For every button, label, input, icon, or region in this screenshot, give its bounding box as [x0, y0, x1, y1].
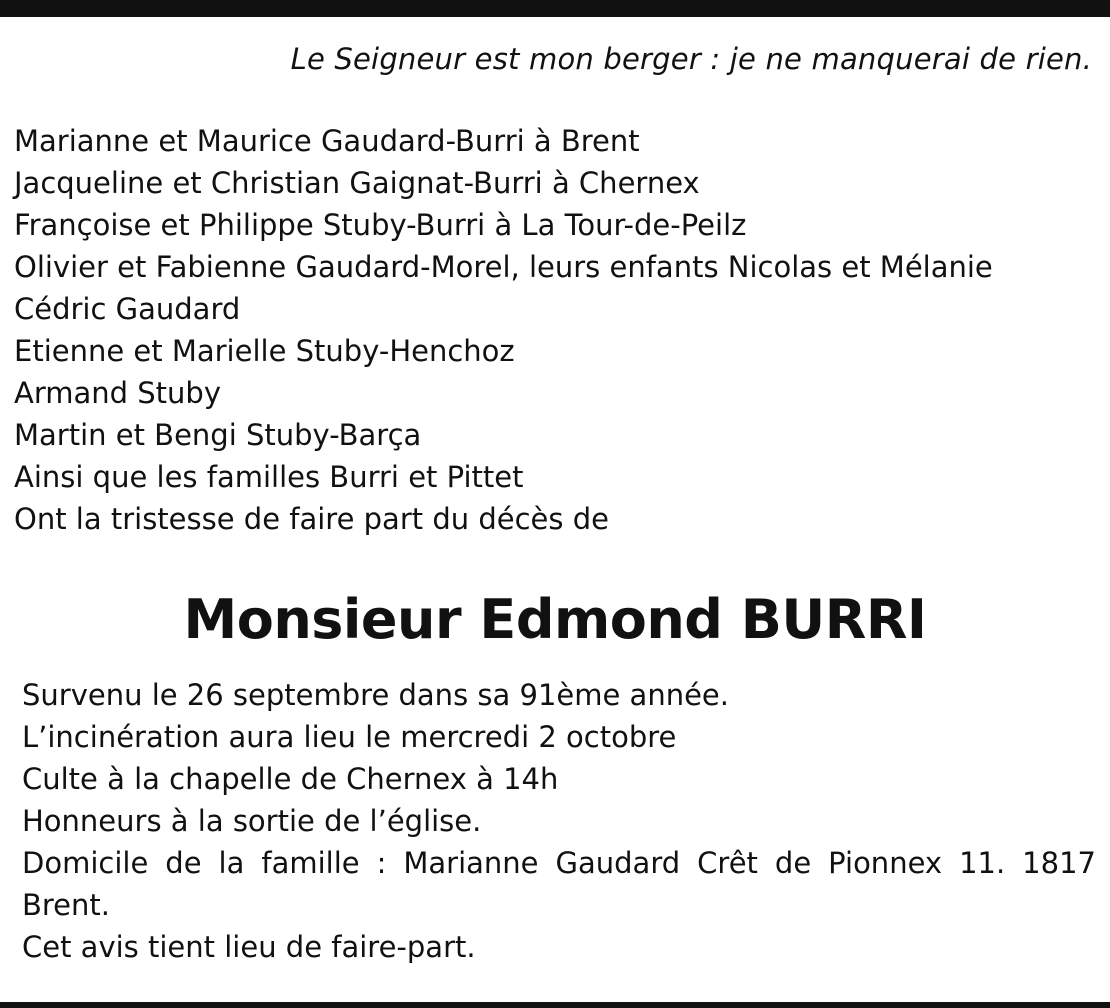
- mourner-line: Cédric Gaudard: [14, 292, 241, 326]
- announcement-line: Ont la tristesse de faire part du décès de: [14, 502, 609, 536]
- epigraph-verse: Le Seigneur est mon berger : je ne manquerai de rien.: [290, 42, 1092, 76]
- top-border-rule: [0, 0, 1110, 17]
- mourner-line: Olivier et Fabienne Gaudard-Morel, leurs enfants Nicolas et Mélanie: [14, 250, 993, 284]
- mourner-line: Françoise et Philippe Stuby-Burri à La Tour-de-Peilz: [14, 208, 747, 242]
- mourner-line: Marianne et Maurice Gaudard-Burri à Brent: [14, 124, 640, 158]
- bottom-border-rule: [0, 1002, 1110, 1008]
- family-address-line: Domicile de la famille : Marianne Gaudard Crêt de Pionnex 11. 1817 Brent.: [22, 846, 1096, 922]
- service-line: Culte à la chapelle de Chernex à 14h: [22, 762, 559, 796]
- deceased-name-heading: Monsieur Edmond BURRI: [183, 588, 927, 651]
- mourner-line: Armand Stuby: [14, 376, 222, 410]
- mourner-line: Etienne et Marielle Stuby-Henchoz: [14, 334, 515, 368]
- mourner-line: Ainsi que les familles Burri et Pittet: [14, 460, 524, 494]
- death-date-line: Survenu le 26 septembre dans sa 91ème année.: [22, 678, 729, 712]
- mourner-line: Martin et Bengi Stuby-Barça: [14, 418, 422, 452]
- notice-closing-line: Cet avis tient lieu de faire-part.: [22, 930, 476, 964]
- cremation-line: L’incinération aura lieu le mercredi 2 octobre: [22, 720, 677, 754]
- mourners-list: [14, 120, 993, 540]
- honours-line: Honneurs à la sortie de l’église.: [22, 804, 482, 838]
- mourner-line: Jacqueline et Christian Gaignat-Burri à Chernex: [14, 166, 700, 200]
- funeral-details: [22, 674, 1096, 968]
